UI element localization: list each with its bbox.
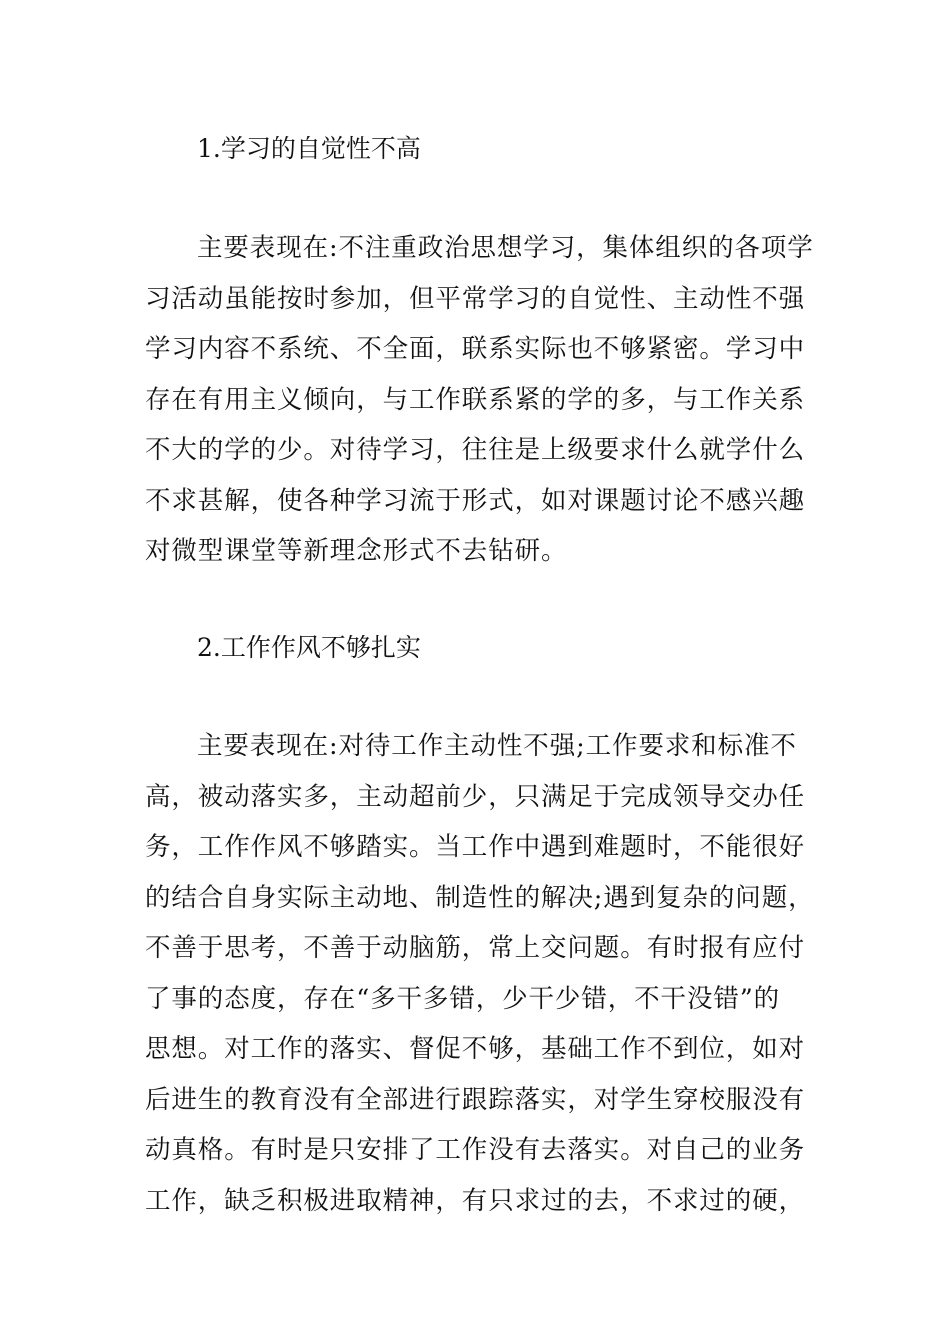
paragraph-line: 存在有用主义倾向，与工作联系紧的学的多，与工作关系 [145,384,806,415]
paragraph-line: 务，工作作风不够踏实。当工作中遇到难题时，不能很好 [145,832,806,862]
paragraph-line: 后进生的教育没有全部进行跟踪落实，对学生穿校服没有 [145,1084,806,1115]
paragraph-line: 习活动虽能按时参加，但平常学习的自觉性、主动性不强 [145,283,806,314]
paragraph-line: 工作，缺乏积极进取精神，有只求过的去，不求过的硬， [145,1185,806,1216]
section-paragraph-2 [145,721,815,1226]
paragraph-line: 的结合自身实际主动地、制造性的解决;遇到复杂的问题， [145,882,815,913]
paragraph-line: 高，被动落实多，主动超前少，只满足于完成领导交办任 [145,781,806,812]
paragraph-line: 思想。对工作的落实、督促不够，基础工作不到位，如对 [145,1034,806,1064]
paragraph-line: 对微型课堂等新理念形式不去钻研。 [145,536,568,566]
paragraph-line: 不善于思考，不善于动脑筋，常上交问题。有时报有应付 [145,933,806,963]
paragraph-line: 学习内容不系统、不全面，联系实际也不够紧密。学习中 [145,334,806,364]
paragraph-line: 主要表现在:对待工作主动性不强;工作要求和标准不 [197,731,797,761]
paragraph-line: 主要表现在:不注重政治思想学习，集体组织的各项学 [197,233,814,263]
paragraph-line: 动真格。有时是只安排了工作没有去落实。对自己的业务 [145,1135,806,1165]
paragraph-line: 不求甚解，使各种学习流于形式，如对课题讨论不感兴趣 [145,485,806,516]
paragraph-line: 不大的学的少。对待学习，往往是上级要求什么就学什么 [145,435,806,465]
section-heading-1: 1.学习的自觉性不高 [197,134,421,163]
paragraph-line: 了事的态度，存在“多干多错，少干少错，不干没错”的 [145,983,781,1014]
section-heading-2: 2.工作作风不够扎实 [197,633,421,662]
section-paragraph-1 [145,223,815,577]
